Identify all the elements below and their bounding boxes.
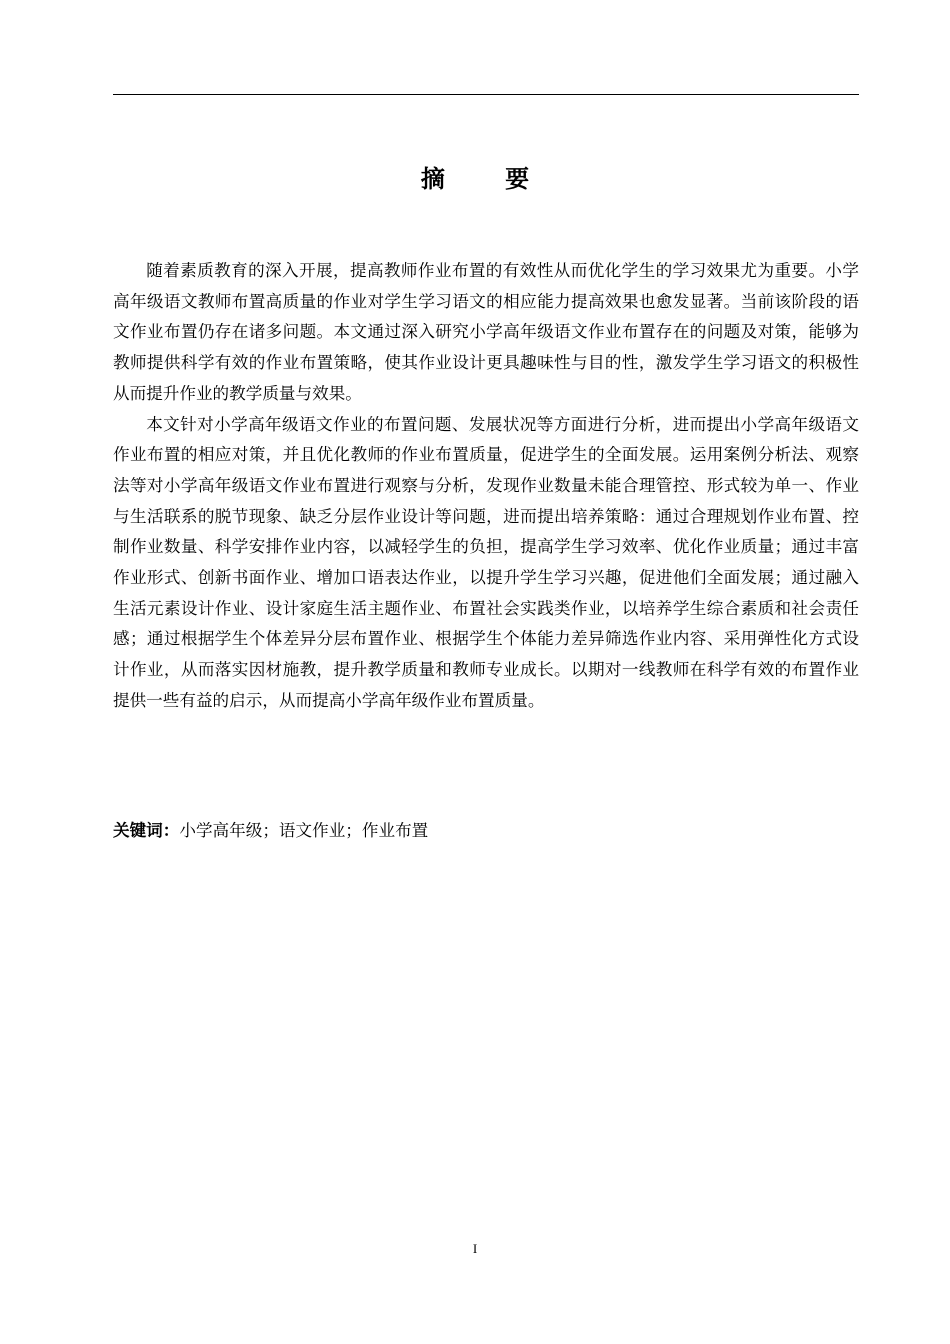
page-number: I bbox=[472, 1241, 478, 1256]
header-rule bbox=[113, 94, 859, 95]
keywords-text: 小学高年级；语文作业；作业布置 bbox=[179, 821, 429, 840]
abstract-paragraph-2: 本文针对小学高年级语文作业的布置问题、发展状况等方面进行分析，进而提出小学高年级语文作业布置的相应对策，并且优化教师的作业布置质量，促进学生的全面发展。运用案例分析法、观察法等对小学高年级语文作业布置进行观察与分析，发现作业数量未能合理管控、形式较为单一、作业与生活联系的脱节现象、缺乏分层作业设计等问题，进而提出培养策略：通过合理规划作业布置、控制作业数量、科学安排作业内容，以减轻学生的负担，提高学生学习效率、优化作业质量；通过丰富作业形式、创新书面作业、增加口语表达作业，以提升学生学习兴趣，促进他们全面发展；通过融入生活元素设计作业、设计家庭生活主题作业、布置社会实践类作业，以培养学生综合素质和社会责任感；通过根据学生个体差异分层布置作业、根据学生个体能力差异筛选作业内容、采用弹性化方式设计作业，从而落实因材施教，提升教学质量和教师专业成长。以期对一线教师在科学有效的布置作业提供一些有益的启示，从而提高小学高年级作业布置质量。 bbox=[113, 414, 859, 710]
keywords-label: 关键词： bbox=[113, 821, 180, 840]
abstract-paragraph-1: 随着素质教育的深入开展，提高教师作业布置的有效性从而优化学生的学习效果尤为重要。小学高年级语文教师布置高质量的作业对学生学习语文的相应能力提高效果也愈发显著。当前该阶段的语文作业布置仍存在诸多问题。本文通过深入研究小学高年级语文作业布置存在的问题及对策，能够为教师提供科学有效的作业布置策略，使其作业设计更具趣味性与目的性，激发学生学习语文的积极性从而提升作业的教学质量与效果。 bbox=[113, 261, 859, 403]
abstract-body bbox=[113, 256, 859, 717]
keywords-line bbox=[113, 816, 859, 846]
abstract-title: 摘 要 bbox=[420, 165, 556, 193]
